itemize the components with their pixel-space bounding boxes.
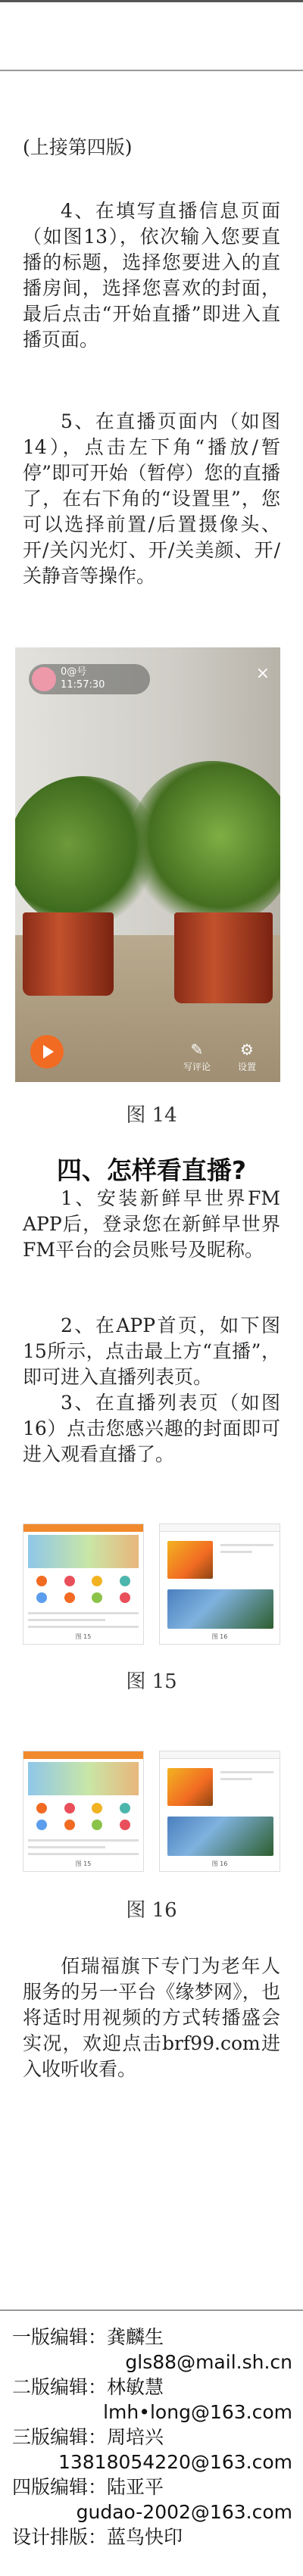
close-icon[interactable]: × — [255, 664, 270, 683]
figure15-left-label: 图 15 — [75, 1633, 92, 1640]
credit-1 — [12, 2325, 292, 2375]
section4-step2: 2、在APP首页，如下图15所示，点击最上方“直播”，即可进入直播列表页。 — [23, 1315, 280, 1388]
figure15-right-label: 图 16 — [211, 1633, 228, 1640]
figure16-caption: 图 16 — [126, 1899, 177, 1922]
credit-4-email: gudao-2002@163.com — [76, 2501, 292, 2523]
pencil-icon: ✎ — [190, 1040, 204, 1059]
write-comment-button[interactable] — [174, 1040, 220, 1073]
settings-label: 设置 — [237, 1062, 256, 1072]
pot-left — [23, 912, 114, 996]
avatar[interactable] — [32, 667, 56, 691]
continuation-note: (上接第四版) — [23, 136, 133, 158]
credit-3-email: 13818054220@163.com — [58, 2451, 292, 2473]
section4-step1: 1、安装新鲜早世界FM APP后，登录您在新鲜早世界FM平台的会员账号及昵称。 — [23, 1187, 280, 1261]
credit-1-role: 一版编辑：龚麟生 — [12, 2326, 164, 2348]
credit-3-role: 三版编辑：周培兴 — [12, 2426, 164, 2448]
figure16-list-screen — [159, 1751, 280, 1872]
credit-2-email: lmh•long@163.com — [103, 2401, 292, 2423]
credit-5 — [12, 2525, 292, 2549]
live-broadcast-photo — [15, 647, 280, 1082]
figure16-home-screen — [23, 1751, 144, 1872]
credits-rule — [0, 2309, 303, 2311]
section-heading: 四、怎样看直播? — [56, 1155, 247, 1185]
credit-2-role: 二版编辑：林敏慧 — [12, 2376, 164, 2398]
paragraph-step5: 5、在直播页面内（如图14），点击左下角“播放/暂停”即可开始（暂停）您的直播了，在右下角的“设置里”，您可以选择前置/后置摄像头、开/关闪光灯、开/关美颜、开/关静音等操作。 — [23, 410, 280, 587]
figure16-right-label: 图 16 — [211, 1860, 228, 1867]
credit-2 — [12, 2375, 292, 2425]
figure15-list-screen — [159, 1523, 280, 1645]
live-info-text: 0@号 11:57:30 — [61, 666, 105, 691]
figure15-home-screen — [23, 1523, 144, 1645]
figure15-caption: 图 15 — [126, 1670, 177, 1693]
top-rule-secondary — [0, 70, 303, 71]
figure16-left-label: 图 15 — [75, 1860, 92, 1867]
top-rule — [0, 0, 303, 2]
write-comment-label: 写评论 — [183, 1062, 211, 1072]
credit-4-role: 四版编辑：陆亚平 — [12, 2476, 164, 2498]
paragraph-step4: 4、在填写直播信息页面（如图13），依次输入您要直播的标题，选择您要进入的直播房间，选择您喜欢的封面，最后点击“开始直播”即进入直播页面。 — [23, 200, 280, 351]
editor-credits — [12, 2325, 292, 2549]
credit-5-role: 设计排版：蓝鸟快印 — [12, 2526, 183, 2548]
section4-step3: 3、在直播列表页（如图16）点击您感兴趣的封面即可进入观看直播了。 — [23, 1392, 280, 1465]
credit-1-email: gls88@mail.sh.cn — [125, 2351, 292, 2373]
play-pause-button[interactable] — [30, 1035, 64, 1068]
closing-paragraph: 佰瑞福旗下专门为老年人服务的另一平台《缘梦网》，也将适时用视频的方式转播盛会实况，欢迎点击brf99.com进入收听收看。 — [23, 1955, 280, 2080]
gear-icon: ⚙ — [240, 1040, 254, 1059]
credit-3 — [12, 2425, 292, 2475]
credit-4 — [12, 2475, 292, 2525]
pot-right — [174, 912, 273, 1003]
settings-button[interactable] — [224, 1040, 270, 1073]
figure14-caption: 图 14 — [126, 1104, 177, 1127]
